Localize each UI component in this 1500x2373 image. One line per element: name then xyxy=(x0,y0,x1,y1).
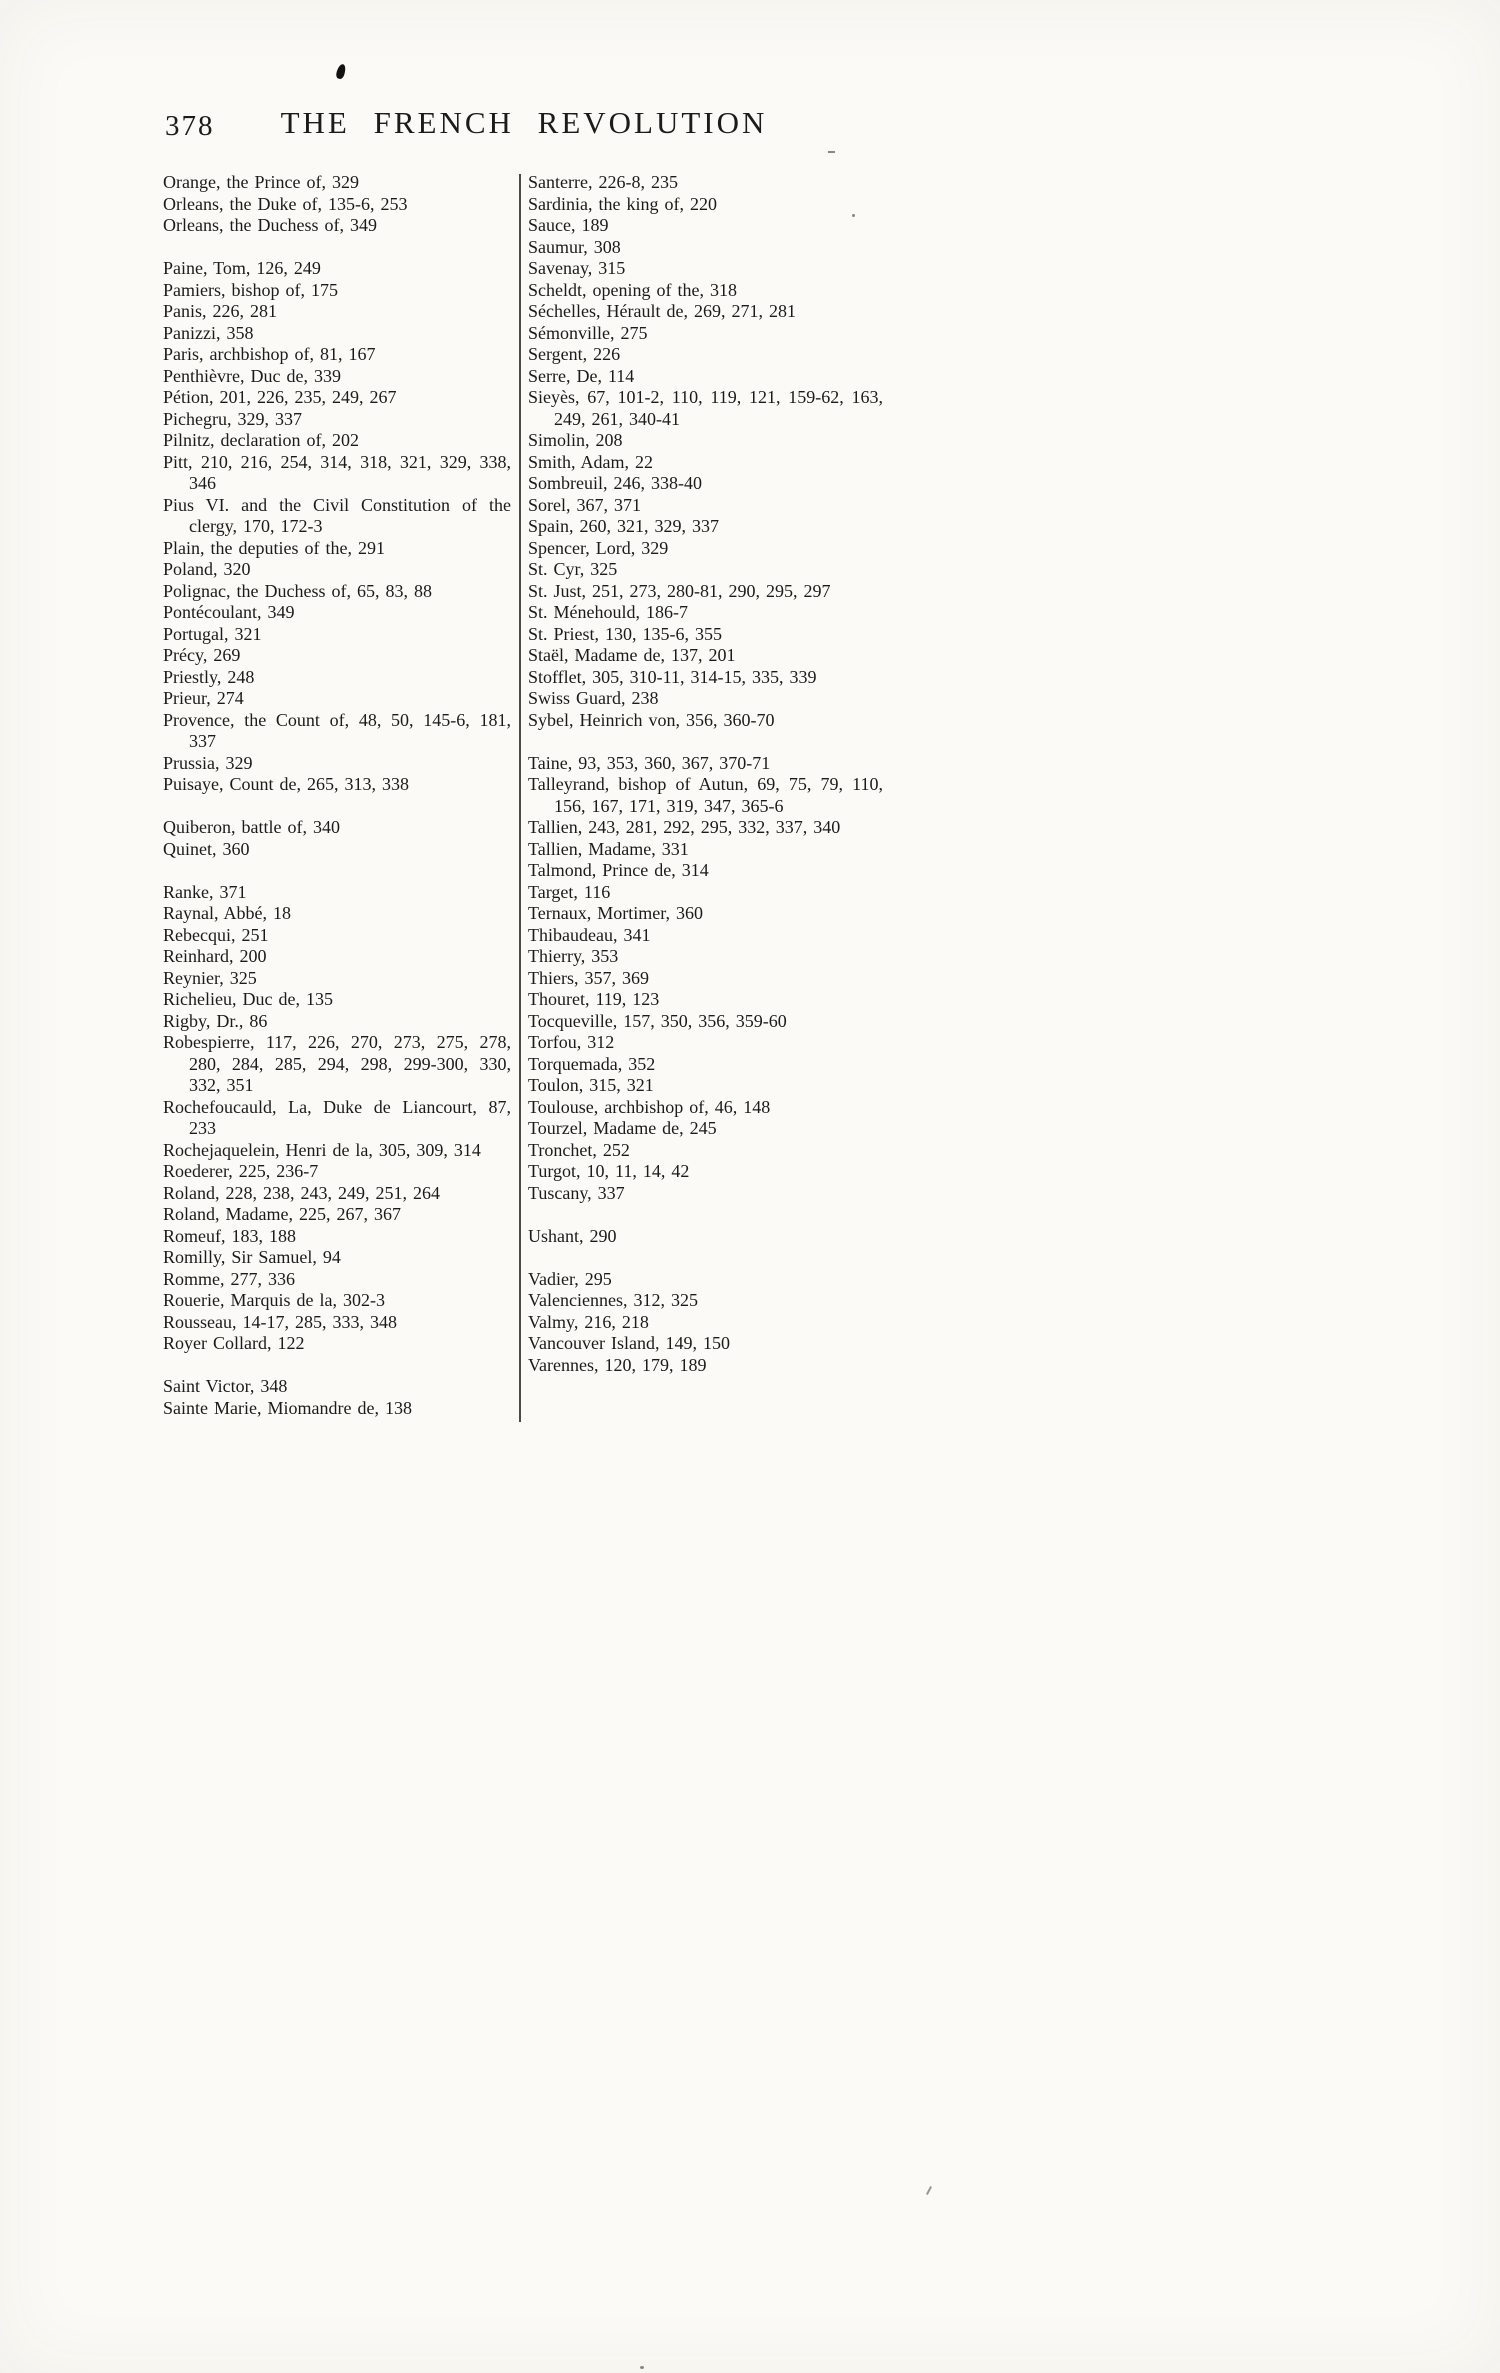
index-entry: Rebecqui, 251 xyxy=(163,924,269,945)
index-entry: Reynier, 325 xyxy=(163,967,257,988)
index-entry: Sardinia, the king of, 220 xyxy=(528,193,717,214)
index-entry: St. Cyr, 325 xyxy=(528,559,618,579)
index-entry: Orleans, the Duchess of, 349 xyxy=(163,215,377,235)
index-entry: Tallien, Madame, 331 xyxy=(528,838,689,859)
index-entry: Toulon, 315, 321 xyxy=(528,1075,654,1095)
index-entry: Scheldt, opening of the, 318 xyxy=(528,279,737,300)
index-entry: Rouerie, Marquis de la, 302-3 xyxy=(163,1290,385,1310)
index-entry: Talleyrand, bishop of Autun, 69, 75, 79, 110, 156, 167, 171, 319, 347, 365-6 xyxy=(528,774,883,816)
index-entry: Turgot, 10, 11, 14, 42 xyxy=(528,1161,690,1181)
index-entry: Tuscany, 337 xyxy=(528,1182,625,1203)
index-entry: Rochejaquelein, Henri de la, 305, 309, 314 xyxy=(163,1139,481,1160)
index-entry: Target, 116 xyxy=(528,881,611,902)
index-entry: Pichegru, 329, 337 xyxy=(163,408,302,429)
index-entry: Tocqueville, 157, 350, 356, 359-60 xyxy=(528,1010,787,1031)
index-entry: Panizzi, 358 xyxy=(163,322,254,343)
index-entry: Robespierre, 117, 226, 270, 273, 275, 278, 280, 284, 285, 294, 298, 299-300, 330, 332, 351 xyxy=(163,1032,511,1095)
index-entry: Valenciennes, 312, 325 xyxy=(528,1290,698,1310)
index-entry: Provence, the Count of, 48, 50, 145-6, 181, 337 xyxy=(163,709,511,751)
index-entry: Rousseau, 14-17, 285, 333, 348 xyxy=(163,1311,397,1332)
index-entry: Talmond, Prince de, 314 xyxy=(528,860,709,880)
index-entry: Vancouver Island, 149, 150 xyxy=(528,1333,730,1353)
index-column-left xyxy=(163,172,511,1419)
index-entry: Varennes, 120, 179, 189 xyxy=(528,1354,707,1375)
index-entry: Taine, 93, 353, 360, 367, 370-71 xyxy=(528,752,771,773)
index-entry: Penthièvre, Duc de, 339 xyxy=(163,365,341,386)
index-entry: Torquemada, 352 xyxy=(528,1053,656,1074)
index-entry: Thibaudeau, 341 xyxy=(528,924,651,945)
index-entry: Pontécoulant, 349 xyxy=(163,602,295,622)
page-title: THE FRENCH REVOLUTION xyxy=(280,105,768,140)
index-entry: Sombreuil, 246, 338-40 xyxy=(528,473,702,493)
index-entry: Sergent, 226 xyxy=(528,344,621,364)
index-entry: Quiberon, battle of, 340 xyxy=(163,817,340,837)
scan-speck xyxy=(926,2186,932,2195)
group-gap xyxy=(163,237,511,259)
scan-speck xyxy=(852,214,855,217)
index-entry: Plain, the deputies of the, 291 xyxy=(163,537,385,558)
index-entry: Thierry, 353 xyxy=(528,946,619,966)
index-entry: Romme, 277, 336 xyxy=(163,1268,295,1289)
index-entry: Simolin, 208 xyxy=(528,430,623,450)
index-entry: Sieyès, 67, 101-2, 110, 119, 121, 159-62, 163, 249, 261, 340-41 xyxy=(528,387,883,429)
index-entry: Ushant, 290 xyxy=(528,1225,617,1246)
index-entry: Pilnitz, declaration of, 202 xyxy=(163,430,359,450)
group-gap xyxy=(163,1355,511,1377)
index-entry: Staël, Madame de, 137, 201 xyxy=(528,645,736,665)
group-gap xyxy=(528,1204,883,1226)
index-entry: Ranke, 371 xyxy=(163,881,247,902)
group-gap xyxy=(163,796,511,818)
index-entry: Royer Collard, 122 xyxy=(163,1333,305,1353)
index-entry: Roederer, 225, 236-7 xyxy=(163,1161,319,1181)
column-divider xyxy=(519,174,521,1422)
index-entry: Torfou, 312 xyxy=(528,1032,615,1052)
index-entry: Prussia, 329 xyxy=(163,752,253,773)
index-entry: Orange, the Prince of, 329 xyxy=(163,172,359,192)
index-entry: Paine, Tom, 126, 249 xyxy=(163,258,321,278)
index-entry: Sauce, 189 xyxy=(528,215,609,235)
index-entry: Portugal, 321 xyxy=(163,623,262,644)
index-entry: Ternaux, Mortimer, 360 xyxy=(528,903,703,923)
index-entry: Rochefoucauld, La, Duke de Liancourt, 87, 233 xyxy=(163,1096,511,1138)
index-entry: Pamiers, bishop of, 175 xyxy=(163,279,338,300)
index-entry: Smith, Adam, 22 xyxy=(528,451,654,472)
index-entry: Raynal, Abbé, 18 xyxy=(163,903,291,923)
index-entry: Priestly, 248 xyxy=(163,666,255,687)
index-entry: Santerre, 226-8, 235 xyxy=(528,172,678,192)
index-entry: Serre, De, 114 xyxy=(528,365,635,386)
index-entry: Pius VI. and the Civil Constitution of the clergy, 170, 172-3 xyxy=(163,494,511,536)
index-entry: Richelieu, Duc de, 135 xyxy=(163,989,333,1009)
index-entry: Spencer, Lord, 329 xyxy=(528,537,669,558)
index-entry: Reinhard, 200 xyxy=(163,946,267,966)
index-entry: St. Just, 251, 273, 280-81, 290, 295, 297 xyxy=(528,580,831,601)
index-entry: Paris, archbishop of, 81, 167 xyxy=(163,344,376,364)
index-entry: Puisaye, Count de, 265, 313, 338 xyxy=(163,774,409,794)
index-entry: Thouret, 119, 123 xyxy=(528,989,660,1009)
index-entry: Rigby, Dr., 86 xyxy=(163,1010,268,1031)
index-entry: Tallien, 243, 281, 292, 295, 332, 337, 340 xyxy=(528,817,841,837)
scan-speck xyxy=(828,151,835,153)
index-entry: Savenay, 315 xyxy=(528,258,626,278)
index-entry: Roland, Madame, 225, 267, 367 xyxy=(163,1204,401,1224)
index-entry: Sorel, 367, 371 xyxy=(528,494,641,515)
group-gap xyxy=(528,731,883,753)
index-entry: Tourzel, Madame de, 245 xyxy=(528,1118,717,1138)
index-entry: Pétion, 201, 226, 235, 249, 267 xyxy=(163,387,397,407)
index-entry: Valmy, 216, 218 xyxy=(528,1311,649,1332)
index-entry: Polignac, the Duchess of, 65, 83, 88 xyxy=(163,580,432,601)
index-entry: Poland, 320 xyxy=(163,559,251,579)
index-entry: Toulouse, archbishop of, 46, 148 xyxy=(528,1096,771,1117)
index-column-right xyxy=(528,172,883,1376)
index-entry: Quinet, 360 xyxy=(163,838,250,859)
index-entry: Tronchet, 252 xyxy=(528,1139,630,1160)
index-entry: Thiers, 357, 369 xyxy=(528,967,649,988)
group-gap xyxy=(528,1247,883,1269)
index-entry: St. Priest, 130, 135-6, 355 xyxy=(528,623,723,644)
index-entry: Précy, 269 xyxy=(163,645,241,665)
index-entry: Sémonville, 275 xyxy=(528,322,648,343)
index-entry: Séchelles, Hérault de, 269, 271, 281 xyxy=(528,301,796,321)
index-entry: Stofflet, 305, 310-11, 314-15, 335, 339 xyxy=(528,666,817,687)
index-entry: Panis, 226, 281 xyxy=(163,301,278,321)
index-entry: Spain, 260, 321, 329, 337 xyxy=(528,516,720,536)
index-entry: Sybel, Heinrich von, 356, 360-70 xyxy=(528,709,775,730)
index-entry: St. Ménehould, 186-7 xyxy=(528,602,688,622)
index-entry: Orleans, the Duke of, 135-6, 253 xyxy=(163,193,408,214)
index-entry: Saumur, 308 xyxy=(528,236,621,257)
index-entry: Romeuf, 183, 188 xyxy=(163,1225,296,1246)
index-entry: Sainte Marie, Miomandre de, 138 xyxy=(163,1397,412,1418)
index-entry: Roland, 228, 238, 243, 249, 251, 264 xyxy=(163,1182,440,1203)
index-entry: Vadier, 295 xyxy=(528,1268,612,1289)
index-entry: Saint Victor, 348 xyxy=(163,1376,288,1396)
index-entry: Pitt, 210, 216, 254, 314, 318, 321, 329, 338, 346 xyxy=(163,451,511,493)
index-entry: Romilly, Sir Samuel, 94 xyxy=(163,1247,341,1267)
index-entry: Prieur, 274 xyxy=(163,688,244,708)
page-number: 378 xyxy=(165,110,215,142)
index-entry: Swiss Guard, 238 xyxy=(528,688,659,708)
scan-speck xyxy=(640,2366,644,2369)
ink-mark xyxy=(335,63,347,80)
group-gap xyxy=(163,860,511,882)
